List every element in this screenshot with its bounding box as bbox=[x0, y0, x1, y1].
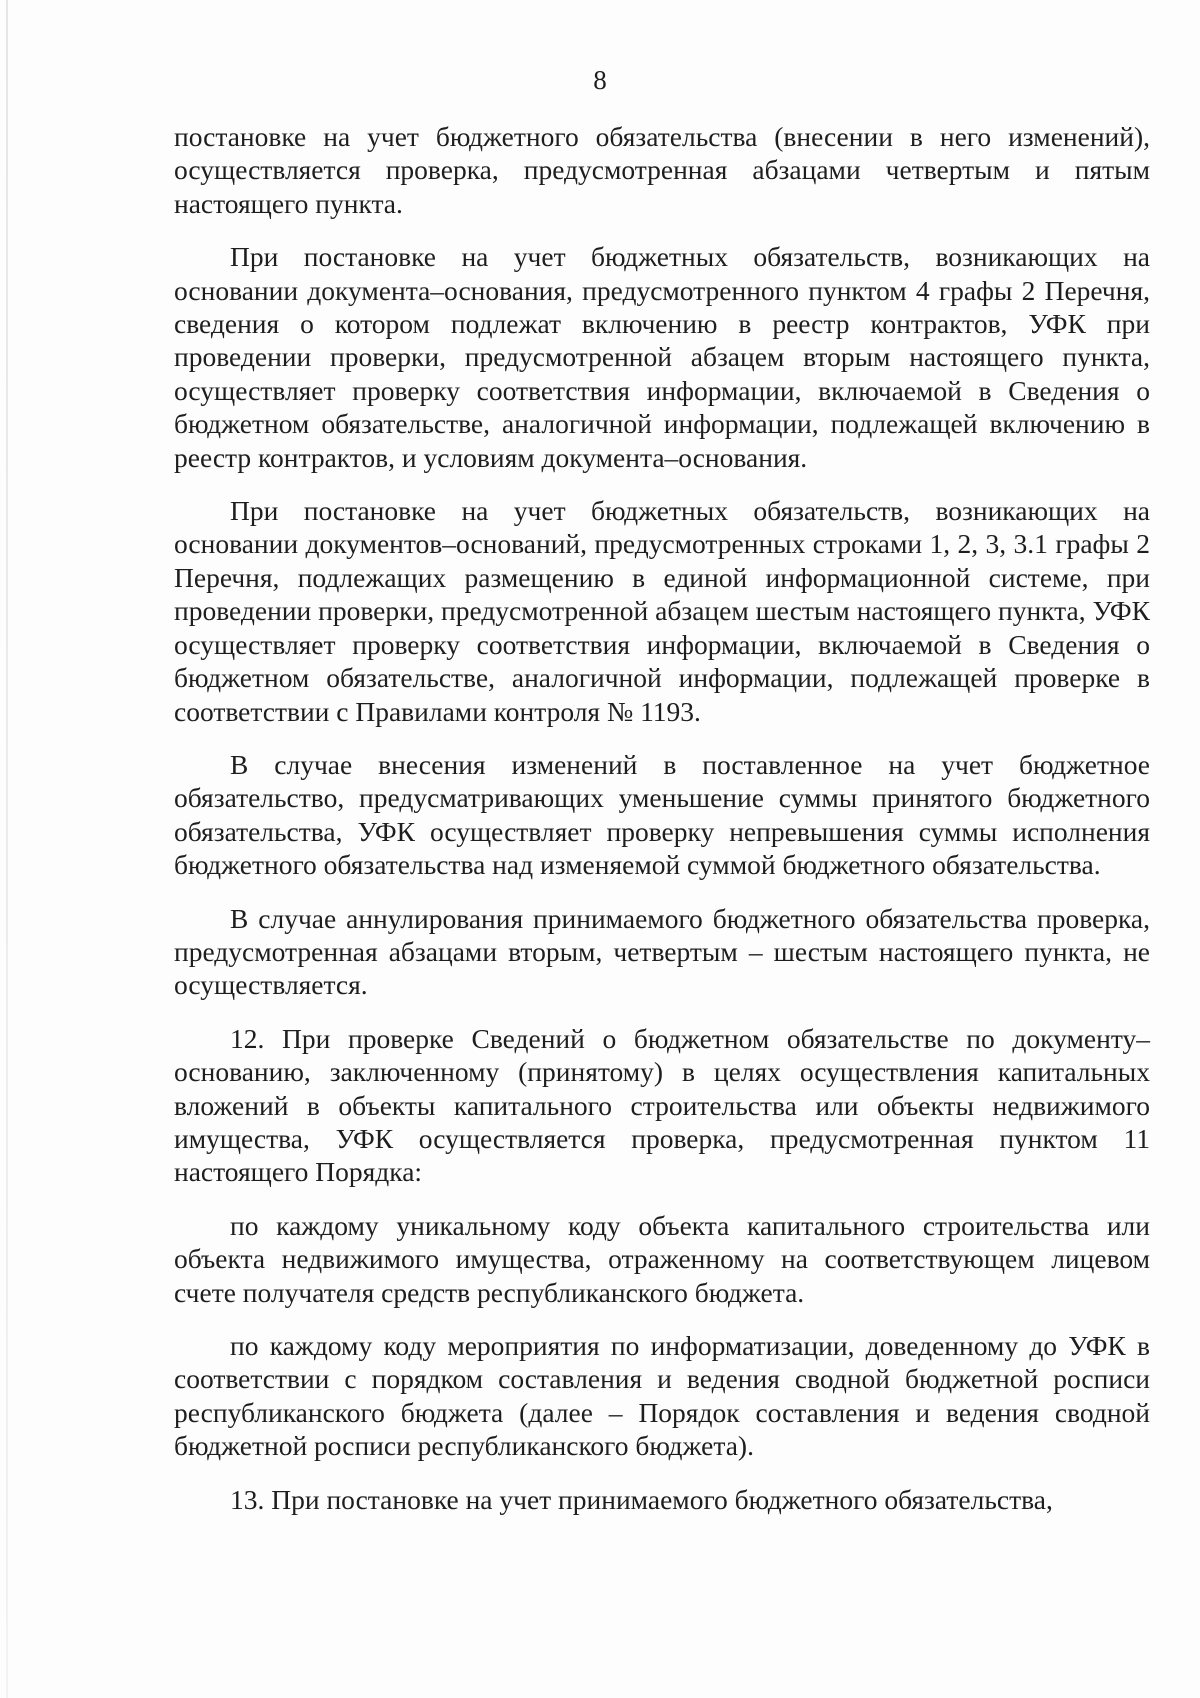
paragraph-1: постановке на учет бюджетного обязательства (внесении в него изменений), осуществляется проверка, предусмотренная абзацами четвертым и пятым настоящего пункта. bbox=[174, 121, 1150, 219]
paragraph-4: В случае внесения изменений в поставленное на учет бюджетное обязательство, предусматривающих уменьшение суммы принятого бюджетного обязательства, УФК осуществляет проверку непревышения суммы исполнения бюджетного обязательства над изменяемой суммой бюджетного обязательства. bbox=[174, 748, 1150, 881]
paragraph-9: 13. При постановке на учет принимаемого бюджетного обязательства, bbox=[230, 1483, 1053, 1515]
paragraph-3: При постановке на учет бюджетных обязательств, возникающих на основании документов–оснований, предусмотренных строками 1, 2, 3, 3.1 графы 2 Перечня, подлежащих размещению в единой информационной системе, при проведении проверки, предусмотренной абзацем шестым настоящего пункта, УФК осуществляет проверку соответствия информации, включаемой в Сведения о бюджетном обязательстве, аналогичной информации, подлежащей проверке в соответствии с Правилами контроля № 1193. bbox=[174, 495, 1150, 727]
paragraph-7: по каждому уникальному коду объекта капитального строительства или объекта недвижимого имущества, отраженному на соответствующем лицевом счете получателя средств республиканского бюджета. bbox=[174, 1209, 1150, 1308]
paragraph-5: В случае аннулирования принимаемого бюджетного обязательства проверка, предусмотренная абзацами вторым, четвертым – шестым настоящего пункта, не осуществляется. bbox=[174, 902, 1150, 1001]
document-body bbox=[174, 120, 1150, 1516]
paragraph-6: 12. При проверке Сведений о бюджетном обязательстве по документу–основанию, заключенному (принятому) в целях осуществления капитальных вложений в объекты капитального строительства или объекты недвижимого имущества, УФК осуществляется проверка, предусмотренная пунктом 11 настоящего Порядка: bbox=[174, 1022, 1150, 1188]
paragraph-8: по каждому коду мероприятия по информатизации, доведенному до УФК в соответствии с порядком составления и ведения сводной бюджетной росписи республиканского бюджета (далее – Порядок составления и ведения сводной бюджетной росписи республиканского бюджета). bbox=[174, 1330, 1150, 1462]
scan-edge bbox=[6, 0, 8, 1698]
paragraph-2: При постановке на учет бюджетных обязательств, возникающих на основании документа–основания, предусмотренного пунктом 4 графы 2 Перечня, сведения о котором подлежат включению в реестр контрактов, УФК при проведении проверки, предусмотренной абзацем вторым настоящего пункта, осуществляет проверку соответствия информации, включаемой в Сведения о бюджетном обязательстве, аналогичной информации, подлежащей включению в реестр контрактов, и условиям документа–основания. bbox=[174, 241, 1150, 473]
page-number: 8 bbox=[593, 65, 607, 95]
